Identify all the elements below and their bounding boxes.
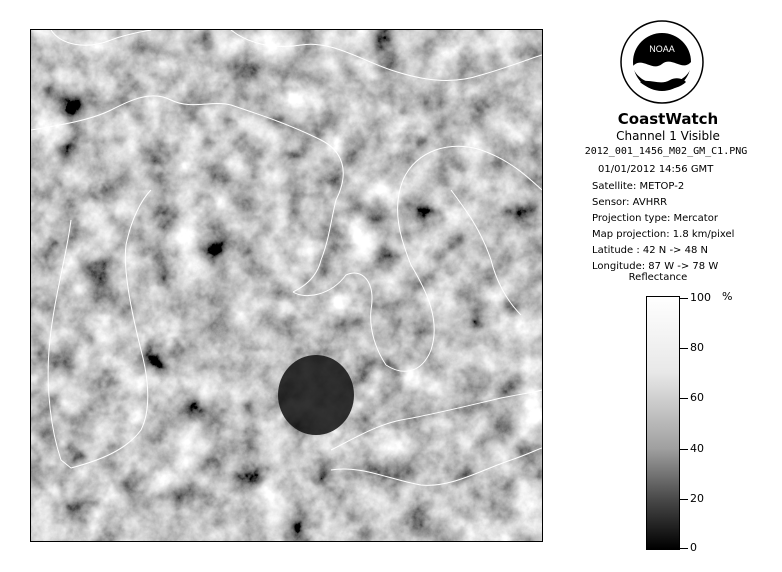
- cloud-field: [31, 30, 542, 541]
- colorbar-tick: [680, 449, 688, 450]
- satellite-map: [30, 29, 543, 542]
- file-name: 2012_001_1456_M02_GM_C1.PNG: [584, 146, 748, 157]
- colorbar-tick-label: 20: [690, 492, 704, 505]
- colorbar-tick-label: 0: [690, 541, 697, 554]
- colorbar-tick-label: 100: [690, 291, 711, 304]
- reflectance-colorbar: [646, 296, 680, 550]
- projection-type: Projection type: Mercator: [592, 213, 718, 224]
- colorbar-unit: %: [722, 290, 733, 303]
- colorbar-tick-label: 40: [690, 442, 704, 455]
- longitude-range: Longitude: 87 W -> 78 W: [592, 261, 719, 272]
- colorbar-tick-label: 60: [690, 391, 704, 404]
- noaa-logo-text: NOAA: [649, 44, 675, 54]
- dark-clear-area: [278, 355, 354, 435]
- map-imagery: [31, 30, 542, 541]
- sensor-info: Sensor: AVHRR: [592, 197, 668, 208]
- map-projection: Map projection: 1.8 km/pixel: [592, 229, 735, 240]
- satellite-info: Satellite: METOP-2: [592, 181, 685, 192]
- colorbar-tick: [680, 499, 688, 500]
- product-subtitle: Channel 1 Visible: [616, 129, 720, 143]
- date-time: 01/01/2012 14:56 GMT: [598, 164, 714, 175]
- noaa-logo: [620, 20, 704, 104]
- colorbar-title: Reflectance: [628, 272, 688, 283]
- colorbar-tick: [680, 398, 688, 399]
- colorbar-tick-label: 80: [690, 341, 704, 354]
- latitude-range: Latitude : 42 N -> 48 N: [592, 245, 708, 256]
- colorbar-tick: [680, 298, 688, 299]
- product-title: CoastWatch: [617, 110, 719, 128]
- colorbar-tick: [680, 548, 688, 549]
- colorbar-tick: [680, 348, 688, 349]
